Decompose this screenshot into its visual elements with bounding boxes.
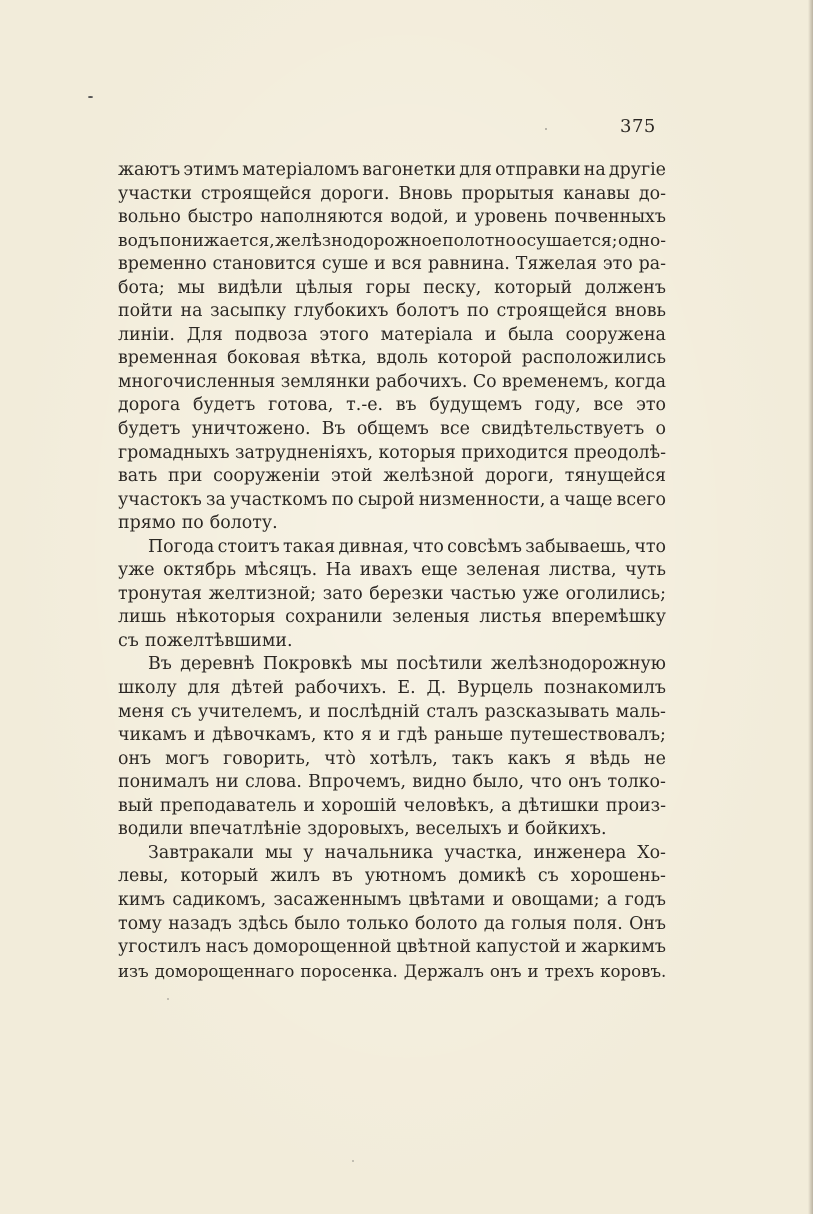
text-line: меня съ учителемъ, и послѣдній сталъ разсказывать маль- — [118, 701, 666, 722]
text-line: понималъ ни слова. Впрочемъ, видно было, что онъ толко- — [118, 772, 666, 793]
text-line: дорога будетъ готова, т.-е. въ будущемъ году, все это — [118, 395, 666, 416]
text-line: изъ доморощеннаго поросенка. Держалъ онъ и трехъ коровъ. — [118, 961, 667, 981]
text-line: левы, который жилъ въ уютномъ домикѣ съ хорошень- — [118, 866, 666, 887]
text-line: бота; мы видѣли цѣлыя горы песку, который долженъ — [118, 277, 666, 298]
text-line: чикамъ и дѣвочкамъ, кто я и гдѣ раньше путешествовалъ; — [118, 725, 666, 746]
text-line: многочисленныя землянки рабочихъ. Со временемъ, когда — [118, 371, 666, 392]
text-line: Въ деревнѣ Покровкѣ мы посѣтили желѣзнодорожную — [148, 654, 666, 675]
text-line: Погода стоитъ такая дивная, что совсѣмъ забываешь, что — [148, 536, 666, 557]
text-line: жаютъ этимъ матеріаломъ вагонетки для отправки на другіе — [118, 160, 666, 180]
text-line: водили впечатлѣніе здоровыхъ, веселыхъ и бойкихъ. — [118, 819, 607, 840]
paragraph — [118, 159, 666, 536]
page-number: 375 — [620, 116, 656, 137]
text-line: Завтракали мы у начальника участка, инженера Хо- — [148, 842, 666, 863]
paragraph — [118, 653, 666, 841]
text-line: уже октябрь мѣсяцъ. На ивахъ еще зеленая листва, чуть — [118, 560, 666, 581]
text-line: линіи. Для подвоза этого матеріала и была сооружена — [118, 324, 666, 345]
text-line: временно становится суше и вся равнина. Тяжелая это ра- — [118, 254, 666, 275]
ink-speck — [88, 96, 93, 98]
paragraph — [118, 536, 666, 654]
text-line: угостилъ насъ доморощенной цвѣтной капустой и жаркимъ — [118, 937, 666, 958]
text-line: кимъ садикомъ, засаженнымъ цвѣтами и овощами; а годъ — [118, 889, 666, 910]
ink-speck — [545, 128, 547, 130]
text-line: водъ понижается, желѣзнодорожное полотно осушается; одно- — [118, 230, 666, 251]
text-line: онъ могъ говорить, что̀ хотѣлъ, такъ какъ я вѣдь не — [118, 748, 666, 769]
body-text — [118, 159, 666, 983]
text-line: участки строящейся дороги. Вновь прорытыя канавы до- — [118, 183, 666, 204]
text-line: вый преподаватель и хорошій человѣкъ, а дѣтишки произ- — [118, 795, 666, 816]
text-line: прямо по болоту. — [118, 513, 278, 534]
text-line: вольно быстро наполняются водой, и уровень почвенныхъ — [118, 207, 666, 228]
page-edge-shadow — [808, 0, 813, 1214]
ink-speck — [352, 1160, 354, 1162]
paragraph — [118, 842, 666, 983]
text-line: громадныхъ затрудненіяхъ, которыя приходится преодолѣ- — [118, 442, 666, 463]
ink-speck — [167, 998, 169, 1000]
text-line: вать при сооруженіи этой желѣзной дороги, тянущейся — [118, 466, 666, 487]
text-line: будетъ уничтожено. Въ общемъ все свидѣтельствуетъ о — [118, 419, 666, 440]
text-line: пойти на засыпку глубокихъ болотъ по строящейся вновь — [118, 301, 666, 322]
text-line: школу для дѣтей рабочихъ. Е. Д. Вурцель познакомилъ — [118, 678, 666, 699]
text-line: тому назадъ здѣсь было только болото да голыя поля. Онъ — [118, 913, 666, 934]
text-line: временная боковая вѣтка, вдоль которой расположились — [118, 348, 666, 369]
text-line: съ пожелтѣвшими. — [118, 630, 293, 651]
text-line: лишь нѣкоторыя сохранили зеленыя листья вперемѣшку — [118, 607, 666, 628]
text-line: участокъ за участкомъ по сырой низменности, а чаще всего — [118, 489, 666, 510]
text-line: тронутая желтизной; зато березки частью уже оголились; — [118, 583, 666, 604]
